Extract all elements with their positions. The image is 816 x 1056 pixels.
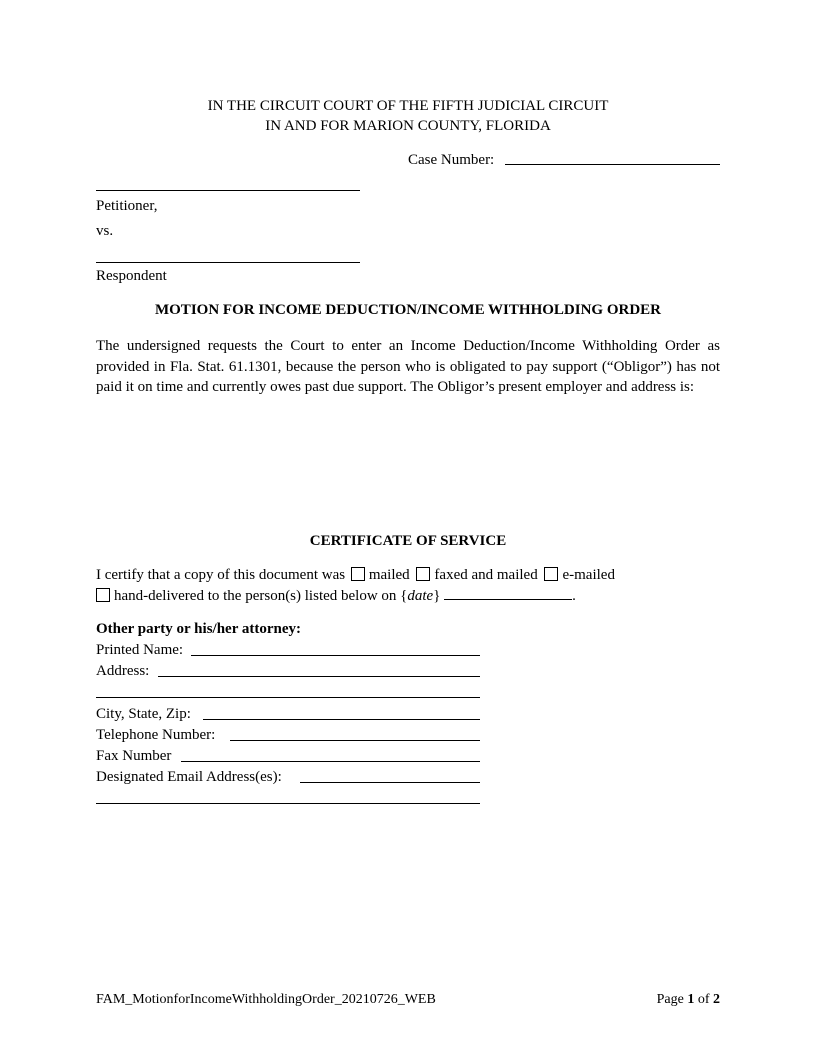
e-mailed-label: e-mailed <box>562 567 615 583</box>
mailed-label: mailed <box>368 567 410 583</box>
date-placeholder: date <box>407 588 434 604</box>
telephone-label: Telephone Number: <box>96 727 216 743</box>
case-number-field[interactable] <box>505 164 720 165</box>
address-field[interactable] <box>158 676 480 677</box>
respondent-label: Respondent <box>96 268 167 284</box>
other-party-heading: Other party or his/her attorney: <box>96 621 301 637</box>
certificate-intro: I certify that a copy of this document was <box>96 567 346 583</box>
current-page: 1 <box>687 992 695 1007</box>
address-line2-field[interactable] <box>96 697 480 698</box>
certificate-title: CERTIFICATE OF SERVICE <box>309 533 507 549</box>
address-label: Address: <box>96 663 150 679</box>
printed-name-field[interactable] <box>191 655 480 656</box>
court-heading-line1: IN THE CIRCUIT COURT OF THE FIFTH JUDICIAL CIRCUIT <box>207 98 609 114</box>
fax-label: Fax Number <box>96 748 172 764</box>
motion-title: MOTION FOR INCOME DEDUCTION/INCOME WITHHOLDING ORDER <box>154 302 661 318</box>
page-number: Page 1 of 2 <box>656 992 720 1007</box>
faxed-and-mailed-checkbox[interactable] <box>416 567 430 581</box>
telephone-field[interactable] <box>230 740 480 741</box>
total-pages: 2 <box>713 992 720 1007</box>
certificate-line2: hand-delivered to the person(s) listed below on {date} . <box>96 585 576 605</box>
printed-name-label: Printed Name: <box>96 642 184 658</box>
certificate-line1 <box>96 566 615 584</box>
court-heading-line2: IN AND FOR MARION COUNTY, FLORIDA <box>265 118 551 134</box>
city-state-zip-label: City, State, Zip: <box>96 706 191 722</box>
respondent-name-field[interactable] <box>96 262 360 263</box>
mailed-checkbox[interactable] <box>351 567 365 581</box>
service-date-field[interactable] <box>444 585 572 600</box>
form-identifier: FAM_MotionforIncomeWithholdingOrder_20210726_WEB <box>96 992 436 1007</box>
city-state-zip-field[interactable] <box>203 719 480 720</box>
hand-delivered-checkbox[interactable] <box>96 588 110 602</box>
email-label: Designated Email Address(es): <box>96 769 282 785</box>
versus-label: vs. <box>96 223 114 239</box>
case-number-label: Case Number: <box>408 152 495 168</box>
faxed-and-mailed-label: faxed and mailed <box>434 567 538 583</box>
petitioner-label: Petitioner, <box>96 198 158 214</box>
petitioner-name-field[interactable] <box>96 190 360 191</box>
e-mailed-checkbox[interactable] <box>544 567 558 581</box>
email-field[interactable] <box>300 782 480 783</box>
hand-delivered-label: hand-delivered to the person(s) listed below on <box>114 588 397 604</box>
motion-body: The undersigned requests the Court to enter an Income Deduction/Income Withholding Order as provided in Fla. Stat. 61.1301, because the person who is obligated to pay support (“Obligor”) has not paid it on time and currently owes past due support. The Obligor’s present employer and address is: <box>96 338 720 395</box>
fax-field[interactable] <box>181 761 480 762</box>
email-line2-field[interactable] <box>96 803 480 804</box>
